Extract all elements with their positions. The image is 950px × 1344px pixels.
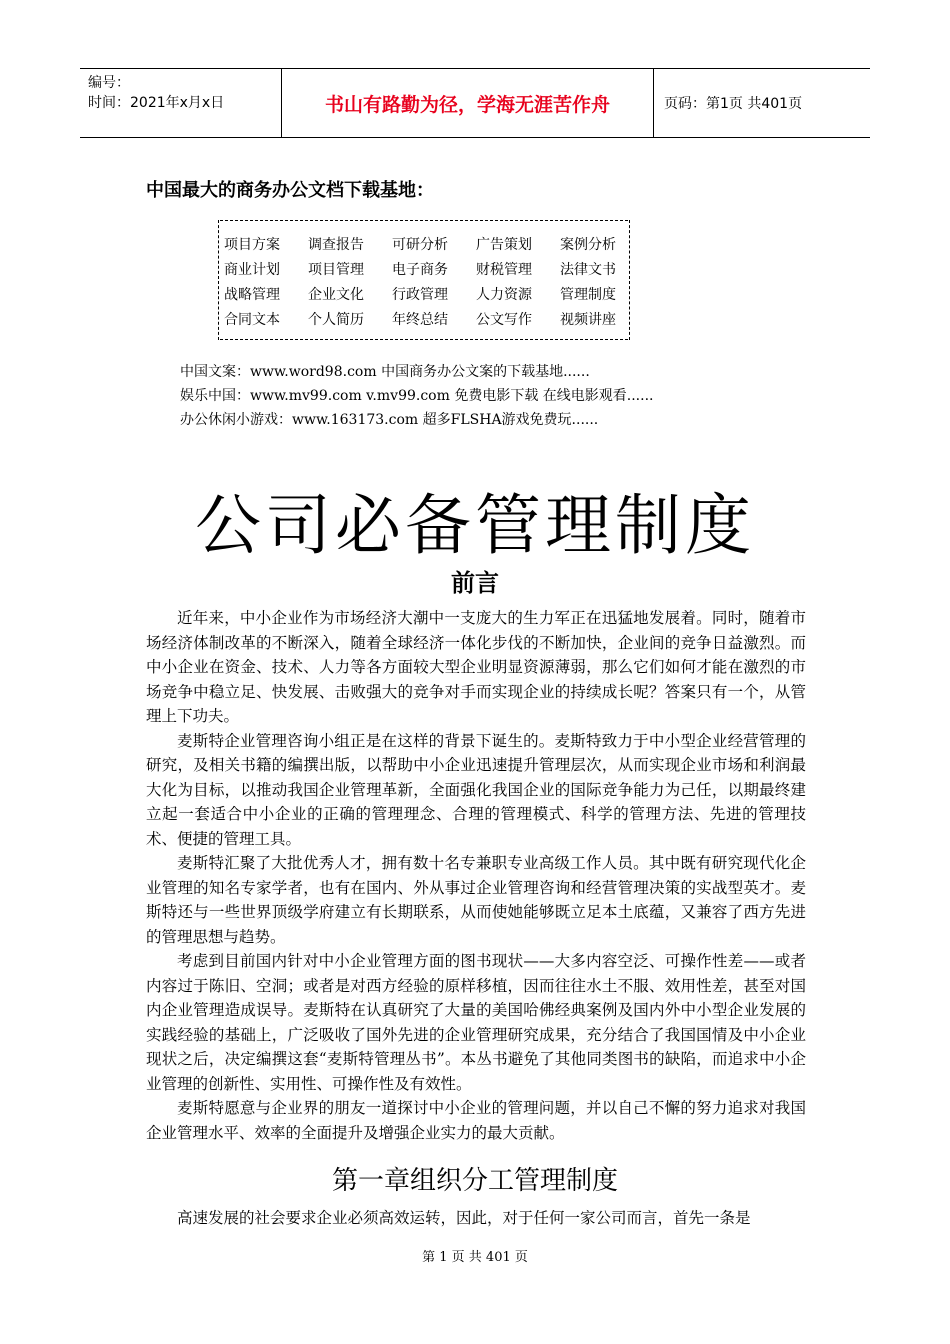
category-item[interactable]: 广告策划 (476, 237, 532, 253)
category-item[interactable]: 项目管理 (308, 262, 364, 278)
category-item[interactable]: 财税管理 (476, 262, 532, 278)
paragraph: 近年来，中小企业作为市场经济大潮中一支庞大的生力军正在迅猛地发展着。同时，随着市场经济体制改革的不断深入，随着全球经济一体化步伐的不断加快，企业间的竞争日益激烈。而中小企业在资金、技术、人力等各方面较大型企业明显资源薄弱，那么它们如何才能在激烈的市场竞争中稳立足、快发展、击败强大的竞争对手而实现企业的持续成长呢？答案只有一个，从管理上下功夫。 (146, 609, 806, 725)
category-item[interactable]: 个人简历 (308, 312, 364, 328)
paragraph: 考虑到目前国内针对中小企业管理方面的图书现状——大多内容空泛、可操作性差——或者内容过于陈旧、空洞；或者是对西方经验的原样移植，因而往往水土不服、效用性差，甚至对国内企业管理造成误导。麦斯特在认真研究了大量的美国哈佛经典案例及国内外中小型企业发展的实践经验的基础上，广泛吸收了国外先进的企业管理研究成果，充分结合了我国国情及中小企业现状之后，决定编撰这套“麦斯特管理丛书”。本丛书避免了其他同类图书的缺陷，而追求中小企业管理的创新性、实用性、可操作性及有效性。 (146, 952, 806, 1093)
document-title: 公司必备管理制度 (195, 487, 755, 564)
date-label: 时间：2021年x月x日 (88, 95, 225, 111)
box-top-border (220, 220, 628, 221)
category-item[interactable]: 战略管理 (224, 287, 280, 303)
category-item[interactable]: 可研分析 (392, 237, 448, 253)
category-item[interactable]: 企业文化 (308, 287, 364, 303)
paragraph: 麦斯特愿意与企业界的朋友一道探讨中小企业的管理问题，并以自己不懈的努力追求对我国企业管理水平、效率的全面提升及增强企业实力的最大贡献。 (146, 1099, 806, 1142)
paragraph: 麦斯特企业管理咨询小组正是在这样的背景下诞生的。麦斯特致力于中小型企业经营管理的研究，及相关书籍的编撰出版，以帮助中小企业迅速提升管理层次，从而实现企业市场和利润最大化为目标，以推动我国企业管理革新，全面强化我国企业的国际竞争能力为己任，以期最终建立起一套适合中小企业的正确的管理理念、合理的管理模式、科学的管理方法、先进的管理技术、便捷的管理工具。 (146, 731, 806, 848)
paragraph: 高速发展的社会要求企业必须高效运转，因此，对于任何一家公司而言，首先一条是 (177, 1209, 751, 1227)
category-item[interactable]: 电子商务 (392, 262, 448, 278)
category-item[interactable]: 人力资源 (476, 287, 532, 303)
category-item[interactable]: 行政管理 (392, 287, 448, 303)
category-item[interactable]: 项目方案 (224, 237, 280, 253)
box-bottom-border (220, 339, 628, 340)
link-line[interactable]: 办公休闲小游戏：www.163173.com 超多FLSHA游戏免费玩...... (180, 412, 599, 428)
category-item[interactable]: 调查报告 (308, 237, 364, 253)
category-row (224, 234, 644, 254)
header-page-info: 页码：第1页 共401页 (664, 96, 803, 112)
preface-heading: 前言 (451, 569, 499, 597)
number-label: 编号： (88, 75, 130, 91)
site-title: 中国最大的商务办公文档下载基地： (146, 180, 434, 201)
category-item[interactable]: 管理制度 (560, 287, 616, 303)
site-links (180, 360, 653, 432)
category-item[interactable]: 公文写作 (476, 312, 532, 328)
chapter-body (146, 1206, 806, 1230)
document-header (80, 68, 870, 138)
paragraph: 麦斯特汇聚了大批优秀人才，拥有数十名专兼职专业高级工作人员。其中既有研究现代化企业管理的知名专家学者，也有在国内、外从事过企业管理咨询和经营管理决策的实战型英才。麦斯特还与一些世界顶级学府建立有长期联系，从而使她能够既立足本土底蕴，又兼容了西方先进的管理思想与趋势。 (146, 854, 806, 946)
chapter-heading: 第一章组织分工管理制度 (331, 1166, 618, 1196)
box-left-border (218, 220, 219, 340)
category-row (224, 284, 644, 304)
category-item[interactable]: 合同文本 (224, 312, 280, 328)
category-item[interactable]: 视频讲座 (560, 312, 616, 328)
category-row (224, 309, 644, 329)
page-footer: 第 1 页 共 401 页 (422, 1250, 528, 1265)
category-item[interactable]: 案例分析 (560, 237, 616, 253)
header-motto: 书山有路勤为径，学海无涯苦作舟 (282, 69, 654, 137)
preface-body (146, 606, 806, 1145)
link-line[interactable]: 娱乐中国：www.mv99.com v.mv99.com 免费电影下载 在线电影观看...... (180, 388, 654, 404)
category-box (216, 216, 632, 344)
category-item[interactable]: 法律文书 (560, 262, 616, 278)
category-item[interactable]: 年终总结 (392, 312, 448, 328)
header-meta (80, 69, 282, 137)
category-item[interactable]: 商业计划 (224, 262, 280, 278)
link-line[interactable]: 中国文案：www.word98.com 中国商务办公文案的下载基地...... (180, 364, 590, 380)
category-row (224, 259, 644, 279)
